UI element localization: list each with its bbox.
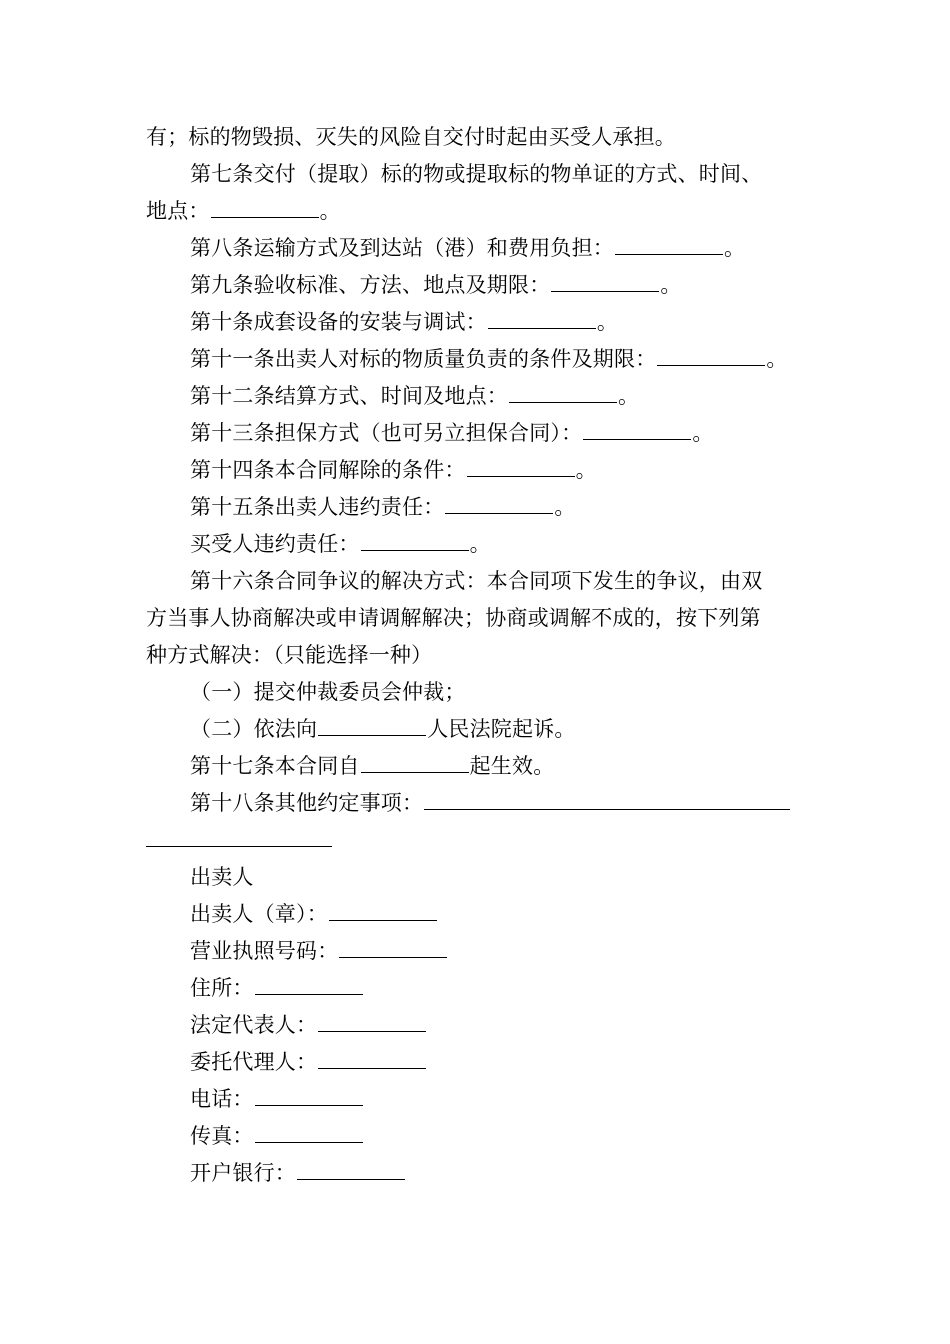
article-18-continuation xyxy=(146,827,332,853)
article-16-line-2 xyxy=(146,605,761,631)
seller-seal-blank[interactable] xyxy=(329,902,437,921)
article-13-line: 第十三条担保方式（也可另立担保合同）： 。 xyxy=(190,421,714,445)
article-8-blank[interactable] xyxy=(615,236,723,255)
buyer-liability-text: 买受人违约责任： xyxy=(190,532,360,556)
article-16-text: 方当事人协商解决或申请调解解决；协商或调解不成的，按下列第 xyxy=(146,606,761,630)
fax-line xyxy=(190,1123,364,1149)
agent-line xyxy=(190,1049,427,1075)
seller-heading-text: 出卖人 xyxy=(190,865,254,889)
article-11-text: 第十一条出卖人对标的物质量负责的条件及期限： xyxy=(190,347,657,371)
bank-label: 开户银行： xyxy=(190,1161,296,1185)
article-17-line xyxy=(190,753,554,779)
clause-text: 有；标的物毁损、灭失的风险自交付时起由买受人承担。 xyxy=(146,125,676,149)
legal-rep-line xyxy=(190,1012,427,1038)
article-9-text: 第九条验收标准、方法、地点及期限： xyxy=(190,273,551,297)
article-8-line: 第八条运输方式及到达站（港）和费用负担： 。 xyxy=(190,236,746,260)
article-16-text: 种方式解决：（只能选择一种） xyxy=(146,643,433,667)
license-line xyxy=(190,938,448,964)
article-12-text: 第十二条结算方式、时间及地点： xyxy=(190,384,508,408)
bank-blank[interactable] xyxy=(297,1161,405,1180)
article-15-text: 第十五条出卖人违约责任： xyxy=(190,495,445,519)
article-16-line-1 xyxy=(190,568,762,594)
article-16-line-3 xyxy=(146,642,432,668)
phone-blank[interactable] xyxy=(255,1087,363,1106)
article-14-text: 第十四条本合同解除的条件： xyxy=(190,458,466,482)
seller-seal-line xyxy=(190,901,438,927)
other-terms-blank-continued[interactable] xyxy=(146,828,332,847)
article-7-line-2: 地点： 。 xyxy=(146,199,341,223)
license-label: 营业执照号码： xyxy=(190,939,339,963)
buyer-liability-blank[interactable] xyxy=(361,532,469,551)
article-10-text: 第十条成套设备的安装与调试： xyxy=(190,310,487,334)
agent-blank[interactable] xyxy=(318,1050,426,1069)
article-14-blank[interactable] xyxy=(467,458,575,477)
article-7-blank[interactable] xyxy=(211,199,319,218)
article-9-line: 第九条验收标准、方法、地点及期限： 。 xyxy=(190,273,682,297)
address-blank[interactable] xyxy=(255,976,363,995)
article-10-blank[interactable] xyxy=(488,310,596,329)
article-9-blank[interactable] xyxy=(551,273,659,292)
address-label: 住所： xyxy=(190,976,254,1000)
article-13-text: 第十三条担保方式（也可另立担保合同）： xyxy=(190,421,583,445)
article-12-blank[interactable] xyxy=(509,384,617,403)
agent-label: 委托代理人： xyxy=(190,1050,318,1074)
phone-label: 电话： xyxy=(190,1087,254,1111)
article-17-text: 第十七条本合同自 xyxy=(190,754,360,778)
clause-line-risk xyxy=(146,124,676,150)
article-15-blank[interactable] xyxy=(445,495,553,514)
seller-heading xyxy=(190,864,254,890)
fax-label: 传真： xyxy=(190,1124,254,1148)
address-line xyxy=(190,975,364,1001)
article-8-text: 第八条运输方式及到达站（港）和费用负担： xyxy=(190,236,614,260)
article-14-line: 第十四条本合同解除的条件： 。 xyxy=(190,458,597,482)
article-7-text: 第七条交付（提取）标的物或提取标的物单证的方式、时间、 xyxy=(190,162,763,186)
license-blank[interactable] xyxy=(339,939,447,958)
article-11-line: 第十一条出卖人对标的物质量负责的条件及期限： 。 xyxy=(190,347,788,371)
article-7-label: 地点： xyxy=(146,199,210,223)
bank-line xyxy=(190,1160,406,1186)
article-11-blank[interactable] xyxy=(657,347,765,366)
option-2-line xyxy=(190,716,576,742)
option-2-text: （二）依法向 xyxy=(190,717,318,741)
article-10-line: 第十条成套设备的安装与调试： 。 xyxy=(190,310,619,334)
effective-date-blank[interactable] xyxy=(361,754,469,773)
seller-seal-label: 出卖人（章）： xyxy=(190,902,328,926)
article-18-text: 第十八条其他约定事项： xyxy=(190,791,424,815)
article-17-text: 起生效。 xyxy=(469,754,555,778)
option-2-text: 人民法院起诉。 xyxy=(427,717,576,741)
legal-rep-blank[interactable] xyxy=(318,1013,426,1032)
other-terms-blank[interactable] xyxy=(424,791,790,810)
option-1-text: （一）提交仲裁委员会仲裁； xyxy=(190,680,466,704)
legal-rep-label: 法定代表人： xyxy=(190,1013,318,1037)
article-16-text: 第十六条合同争议的解决方式：本合同项下发生的争议，由双 xyxy=(190,569,763,593)
phone-line xyxy=(190,1086,364,1112)
option-1-line xyxy=(190,679,466,705)
buyer-liability-line: 买受人违约责任： 。 xyxy=(190,532,491,556)
fax-blank[interactable] xyxy=(255,1124,363,1143)
article-12-line: 第十二条结算方式、时间及地点： 。 xyxy=(190,384,640,408)
article-18-line xyxy=(190,790,791,816)
article-15-line: 第十五条出卖人违约责任： 。 xyxy=(190,495,576,519)
article-7-line-1 xyxy=(190,161,762,187)
article-13-blank[interactable] xyxy=(583,421,691,440)
court-name-blank[interactable] xyxy=(318,717,426,736)
